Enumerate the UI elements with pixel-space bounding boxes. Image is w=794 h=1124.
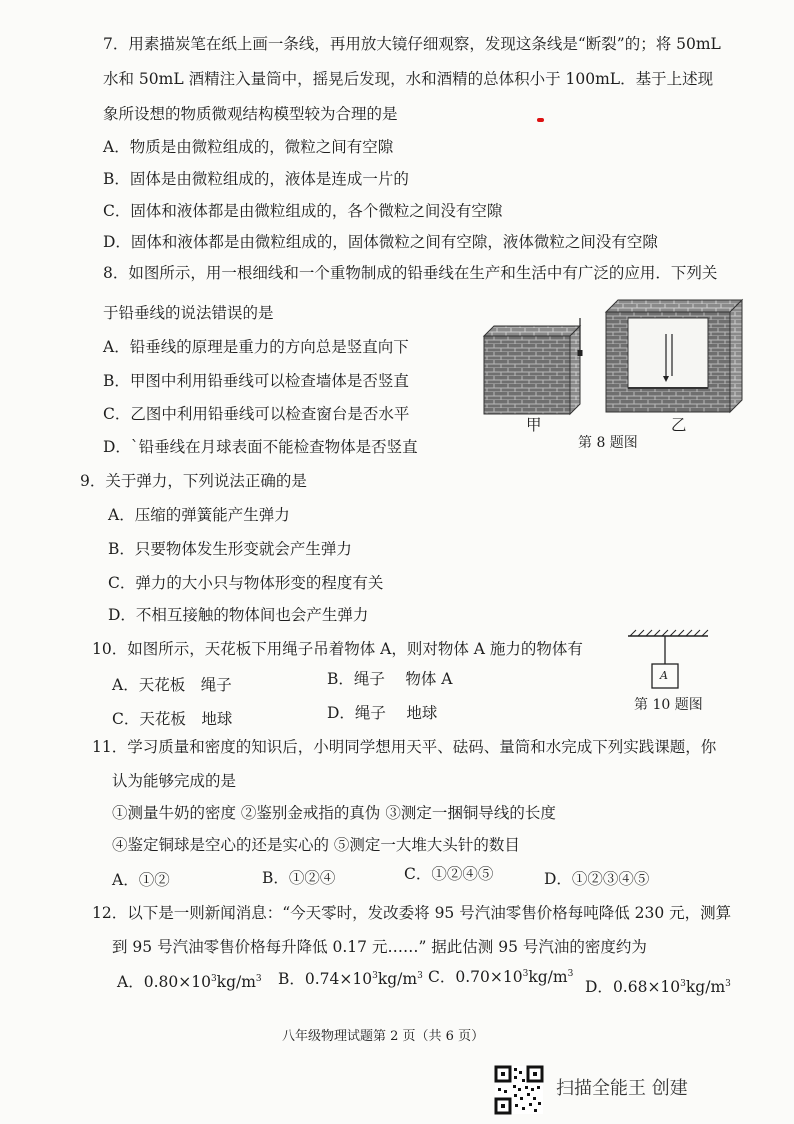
qr-code [495, 1066, 543, 1114]
q9-option-a: A．压缩的弹簧能产生弹力 [108, 506, 290, 524]
wall-jia [484, 318, 583, 414]
q12-option-c: C．$0.70\times 10^3kg/m^3$ [428, 968, 574, 986]
q12-stem-line2: 到 95 号汽油零售价格每升降低 0.17 元……” 据此估测 95 号汽油的密度约为 [112, 938, 647, 956]
q7-option-b: B．固体是由微粒组成的，液体是连成一片的 [103, 170, 409, 188]
figure-10-block-label: A [660, 669, 668, 682]
q11-option-b: B．①②④ [262, 869, 336, 887]
figure-10-caption: 第 10 题图 [634, 697, 703, 713]
q7-stem-line3: 象所设想的物质微观结构模型较为合理的是 [103, 105, 398, 123]
figure-8-label-jia: 甲 [526, 416, 542, 434]
q12-option-b: B．$0.74\times 10^3kg/m^3$ [278, 970, 423, 988]
q7-stem-line2: 水和 50mL 酒精注入量筒中，摇晃后发现，水和酒精的总体积小于 100mL．基于上述现 [103, 70, 714, 88]
q11-tasks-line2: ④鉴定铜球是空心的还是实心的 ⑤测定一大堆大头针的数目 [112, 836, 520, 854]
q11-option-d: D．①②③④⑤ [544, 870, 650, 888]
q7-stem-line1: 7．用素描炭笔在纸上画一条线，再用放大镜仔细观察，发现这条线是“断裂”的；将 50mL [103, 35, 721, 53]
q8-option-a: A．铅垂线的原理是重力的方向总是竖直向下 [103, 338, 409, 356]
q9-option-c: C．弹力的大小只与物体形变的程度有关 [108, 574, 384, 592]
q7-option-c: C．固体和液体都是由微粒组成的，各个微粒之间没有空隙 [103, 202, 503, 220]
q11-stem-line2: 认为能够完成的是 [112, 772, 237, 790]
q11-tasks-line1: ①测量牛奶的密度 ②鉴别金戒指的真伪 ③测定一捆铜导线的长度 [112, 804, 556, 822]
q12-option-d: D．$0.68\times 10^3kg/m^3$ [585, 978, 731, 996]
plumb-bob-jia [578, 350, 583, 356]
q11-option-a: A．①② [112, 871, 170, 889]
q8-option-c: C．乙图中利用铅垂线可以检查窗台是否水平 [103, 405, 410, 423]
wall-yi [606, 300, 742, 412]
figure-8-caption: 第 8 题图 [578, 435, 638, 451]
q10-option-d: D．绳子 地球 [327, 704, 438, 722]
q9-option-b: B．只要物体发生形变就会产生弹力 [108, 540, 352, 558]
q10-option-a: A．天花板 绳子 [112, 676, 232, 694]
q11-option-c: C．①②④⑤ [404, 865, 494, 883]
q7-option-a: A．物质是由微粒组成的，微粒之间有空隙 [103, 138, 394, 156]
q9-stem: 9．关于弹力，下列说法正确的是 [80, 472, 307, 490]
q8-option-b: B．甲图中利用铅垂线可以检查墙体是否竖直 [103, 372, 409, 390]
q8-stem-line1: 8．如图所示，用一根细线和一个重物制成的铅垂线在生产和生活中有广泛的应用．下列关 [103, 264, 718, 282]
q9-option-d: D．不相互接触的物体间也会产生弹力 [108, 606, 369, 624]
page-footer: 八年级物理试题第 2 页（共 6 页） [282, 1029, 485, 1044]
scanner-watermark: 扫描全能王 创建 [556, 1078, 688, 1099]
q12-stem-line1: 12．以下是一则新闻消息：“今天零时，发改委将 95 号汽油零售价格每吨降低 230 元，测算 [92, 904, 732, 922]
q10-option-c: C．天花板 地球 [112, 710, 233, 728]
figure-8-label-yi: 乙 [671, 416, 687, 434]
figure-10-hanging-block [628, 630, 708, 688]
q8-stem-line2: 于铅垂线的说法错误的是 [103, 304, 274, 322]
q10-option-b: B．绳子 物体 A [327, 670, 453, 688]
q11-stem-line1: 11．学习质量和密度的知识后，小明同学想用天平、砝码、量筒和水完成下列实践课题，你 [92, 738, 717, 756]
q10-stem: 10．如图所示，天花板下用绳子吊着物体 A，则对物体 A 施力的物体有 [92, 640, 583, 658]
q7-option-d: D．固体和液体都是由微粒组成的，固体微粒之间有空隙，液体微粒之间没有空隙 [103, 233, 658, 251]
q12-option-a: A．$0.80\times 10^3kg/m^3$ [117, 973, 262, 991]
q8-option-d: D．`铅垂线在月球表面不能检查物体是否竖直 [103, 438, 418, 456]
